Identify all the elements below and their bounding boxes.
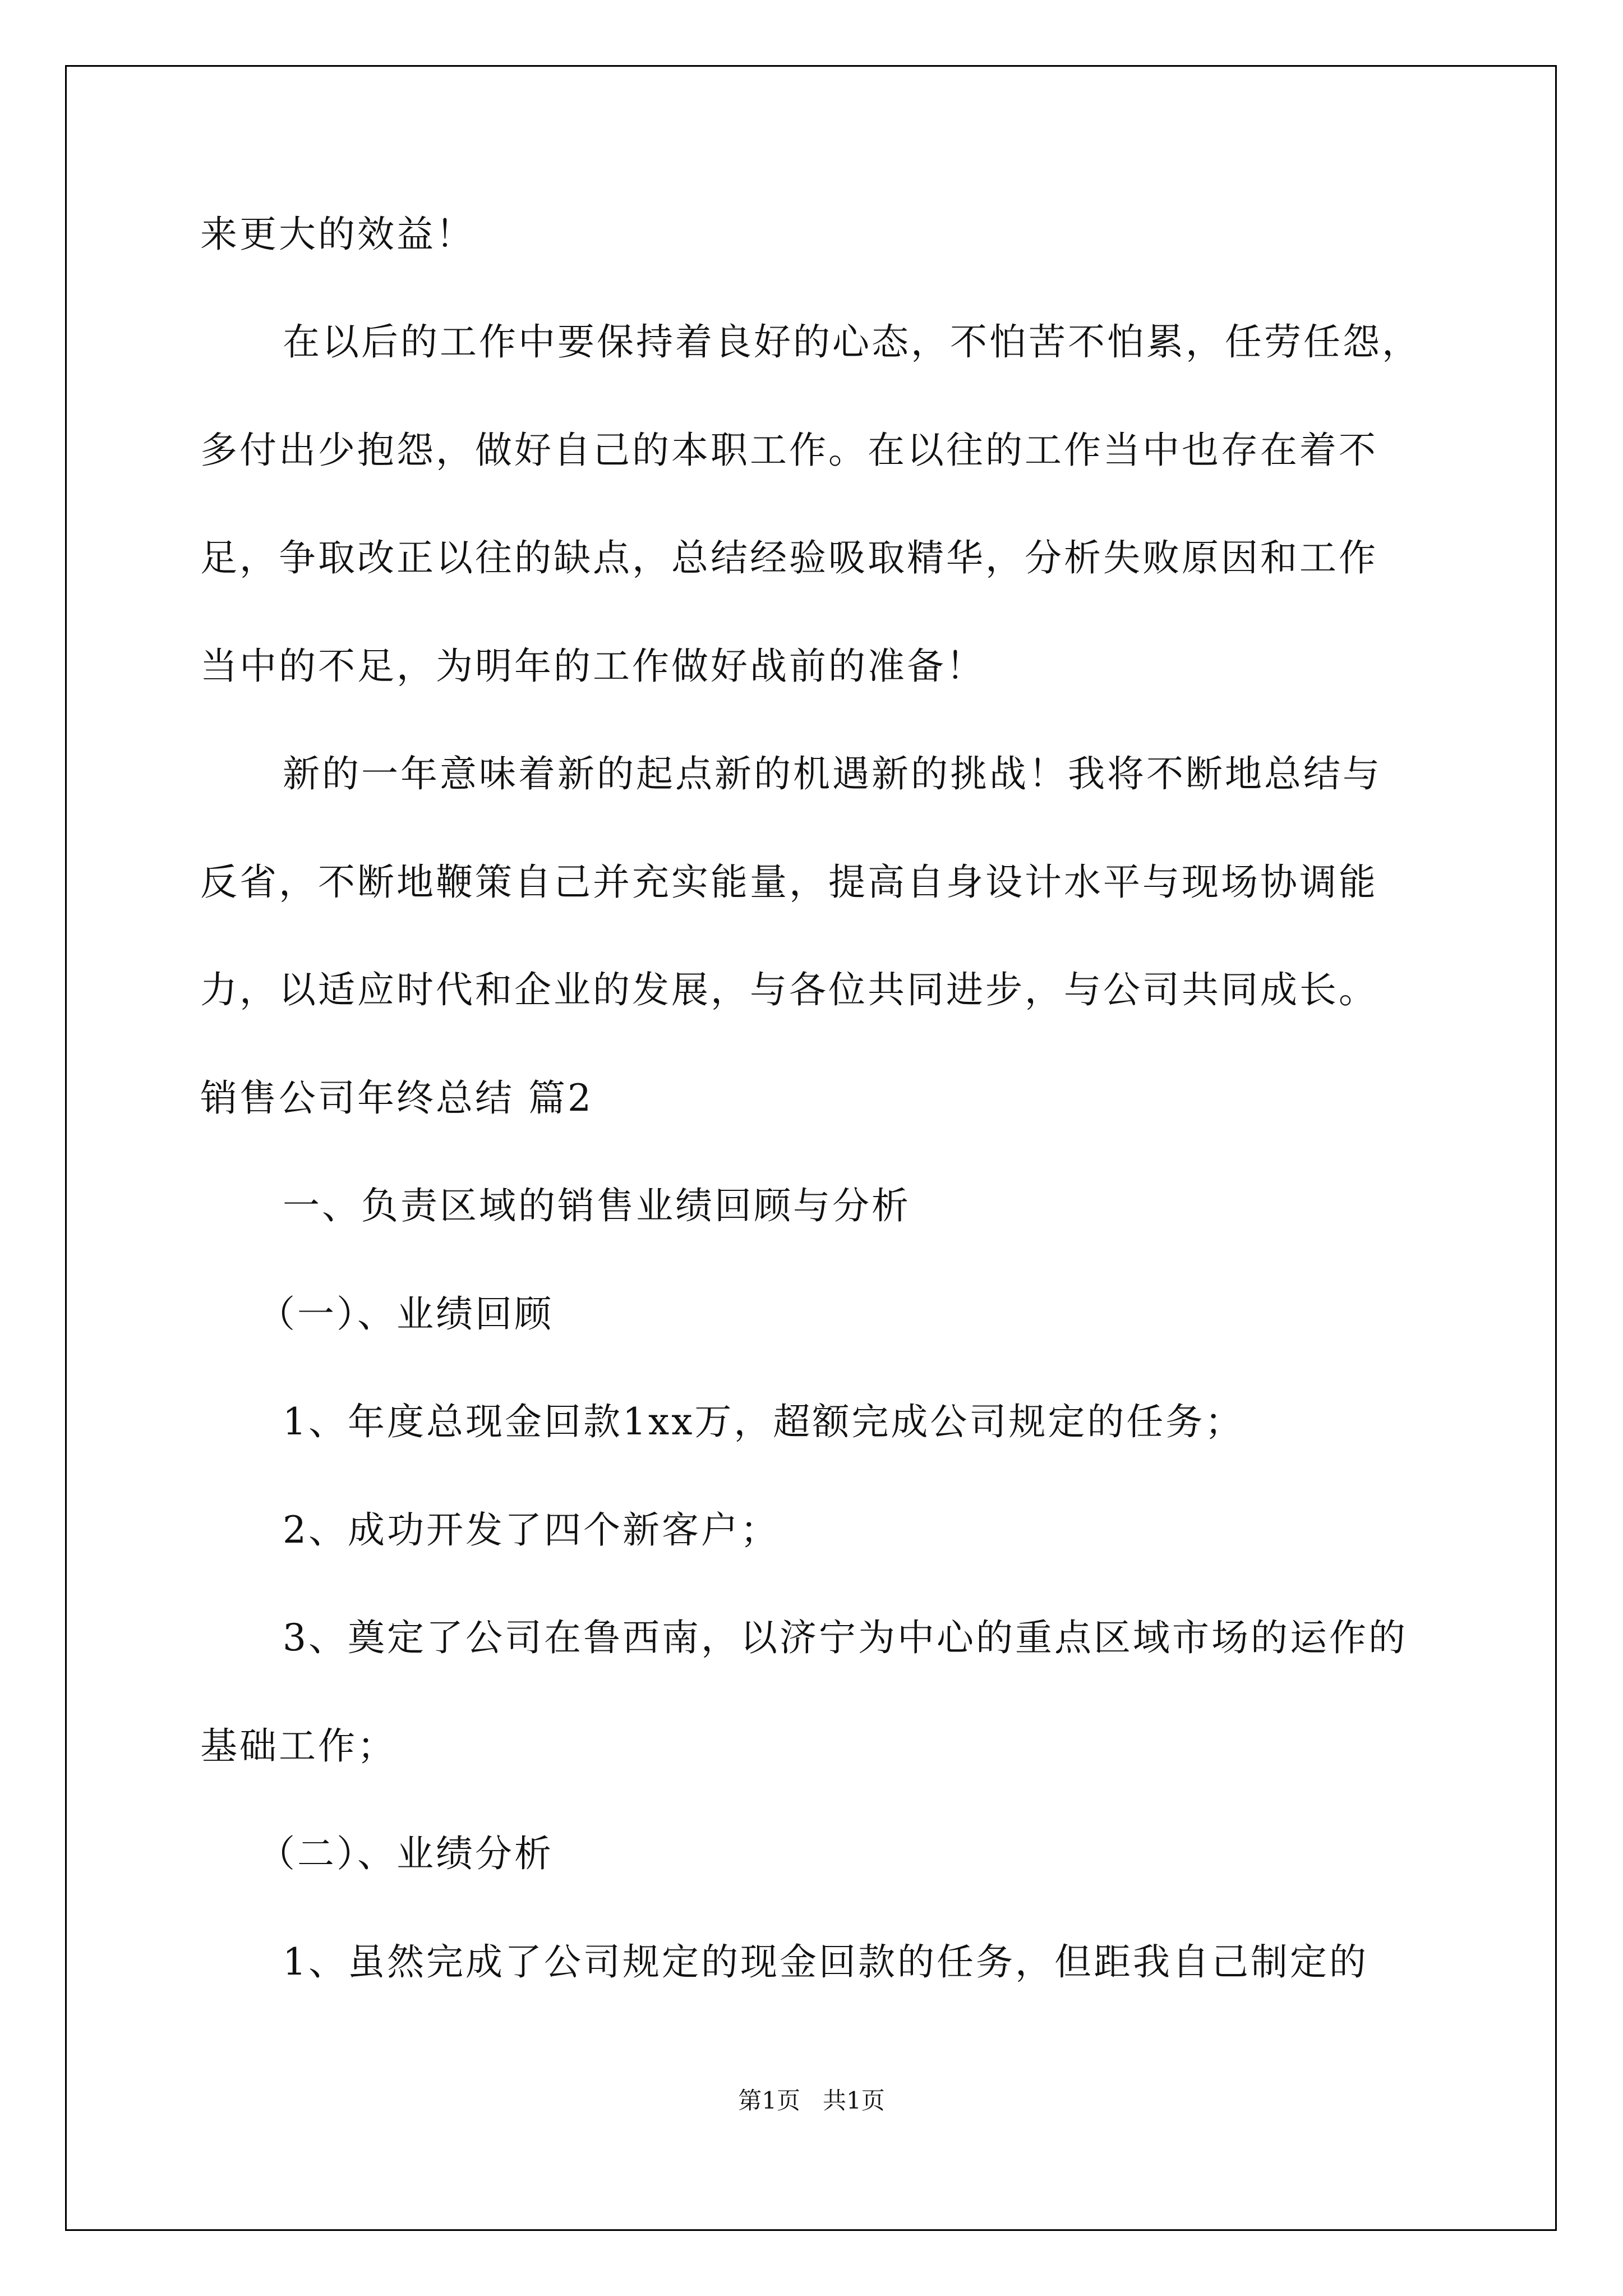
body-line: 在以后的工作中要保持着良好的心态，不怕苦不怕累，任劳任怨， (283, 320, 1421, 364)
page-footer: 第1页 共1页 (738, 2087, 885, 2114)
body-line: 多付出少抱怨，做好自己的本职工作。在以往的工作当中也存在着不 (200, 429, 1378, 472)
list-item: 3、奠定了公司在鲁西南，以济宁为中心的重点区域市场的运作的 (283, 1616, 1408, 1659)
subsection-heading: （二）、业绩分析 (258, 1832, 554, 1875)
list-item: 1、虽然完成了公司规定的现金回款的任务，但距我自己制定的 (283, 1940, 1368, 1984)
body-line: 当中的不足，为明年的工作做好战前的准备！ (200, 645, 985, 688)
body-line: 基础工作； (200, 1724, 396, 1768)
body-line: 新的一年意味着新的起点新的机遇新的挑战！我将不断地总结与 (283, 752, 1382, 795)
list-item: 2、成功开发了四个新客户； (283, 1508, 780, 1552)
body-line: 来更大的效益！ (200, 213, 475, 256)
list-item: 1、年度总现金回款1xx万，超额完成公司规定的任务； (283, 1400, 1244, 1443)
page-border (65, 65, 1557, 2231)
body-line: 力，以适应时代和企业的发展，与各位共同进步，与公司共同成长。 (200, 968, 1378, 1011)
subsection-heading: 一、负责区域的销售业绩回顾与分析 (283, 1184, 911, 1227)
subsection-heading: （一）、业绩回顾 (258, 1292, 554, 1336)
body-line: 反省，不断地鞭策自己并充实能量，提高自身设计水平与现场协调能 (200, 861, 1378, 904)
body-line: 足，争取改正以往的缺点，总结经验吸取精华，分析失败原因和工作 (200, 536, 1378, 579)
section-heading: 销售公司年终总结 篇2 (200, 1076, 593, 1120)
